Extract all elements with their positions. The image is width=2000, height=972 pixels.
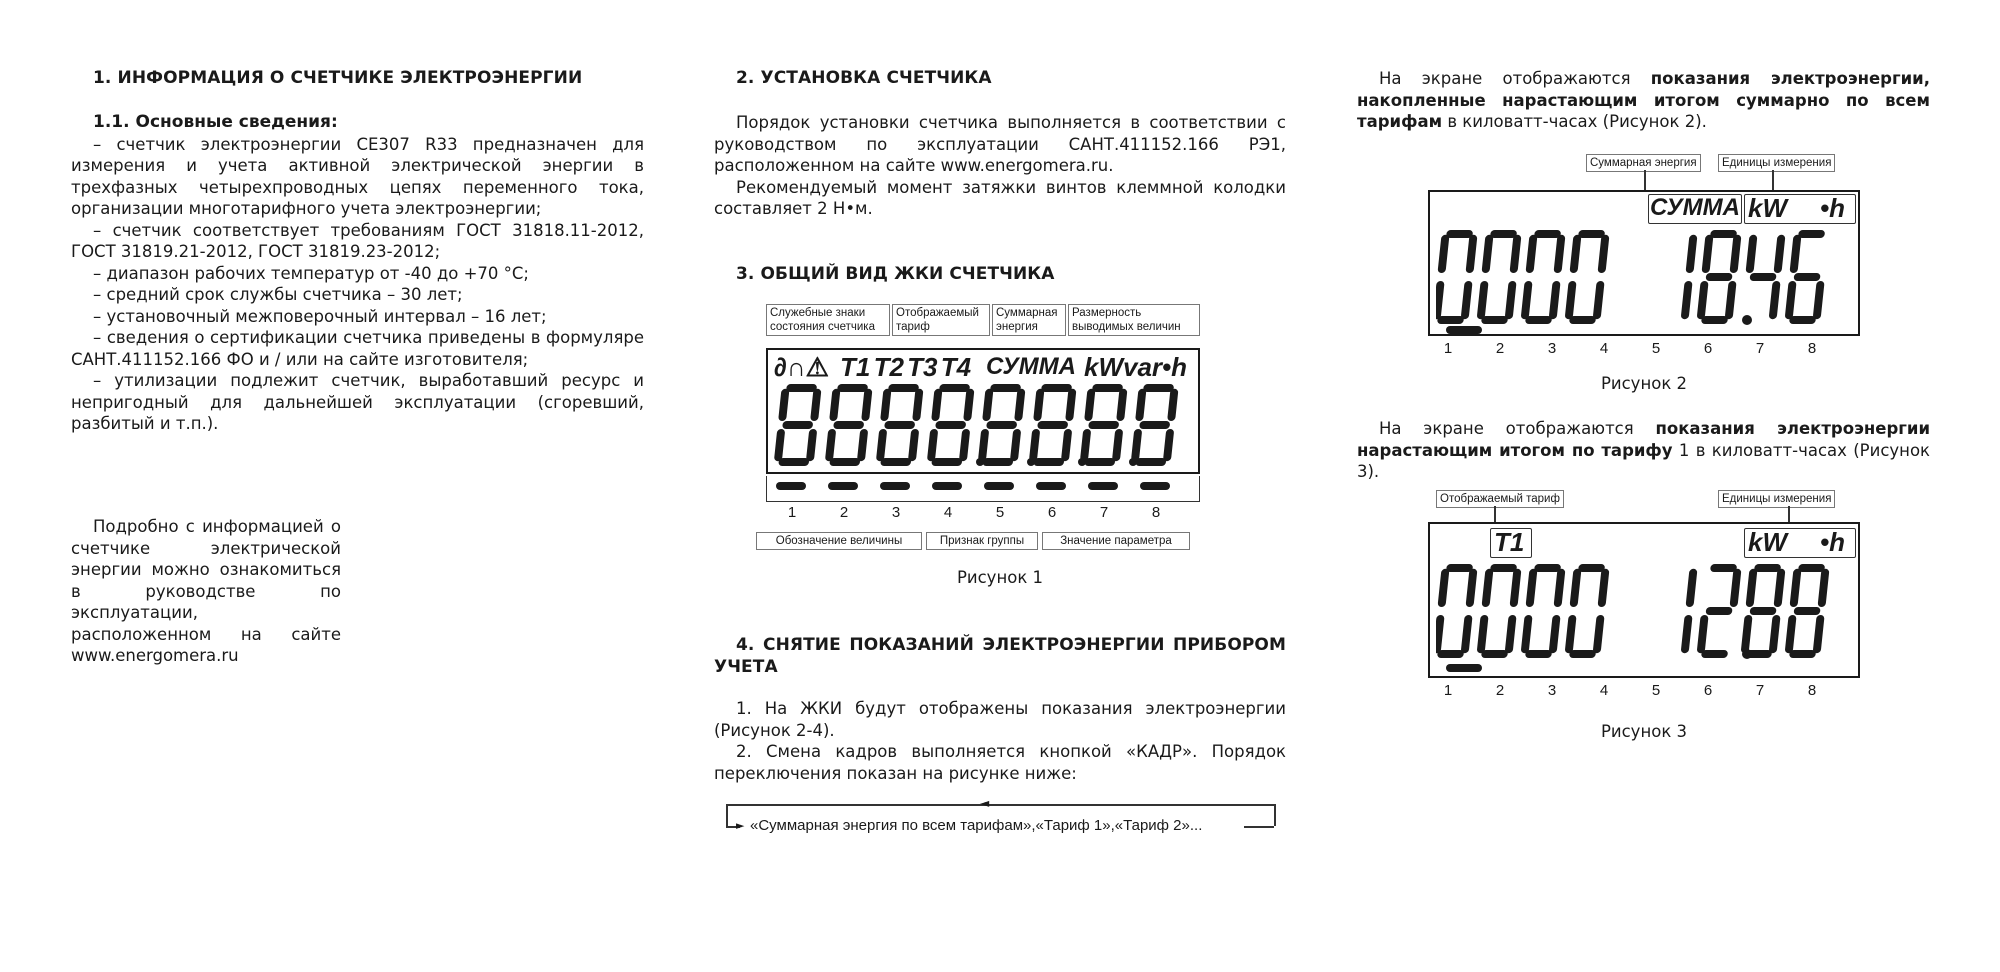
lcd-digit <box>1436 230 1478 324</box>
info-item: – сведения о сертификации счетчика приведены в формуляре САНТ.411152.166 ФО и / или на сайте изготовителя; <box>71 328 644 369</box>
lcd-segment-g <box>1793 273 1820 281</box>
lcd-segment-c <box>1505 615 1517 653</box>
lcd-segment-e <box>876 429 887 461</box>
lcd-segment-f <box>931 389 942 421</box>
figure-1 <box>750 300 1210 560</box>
lcd-segment-c <box>1681 281 1693 319</box>
lcd-segment-e <box>1697 615 1709 653</box>
lcd-digit <box>1079 384 1128 466</box>
label-service-signs: Служебные знаки состояния счетчика <box>766 304 890 336</box>
lcd-digit <box>1740 564 1786 658</box>
lcd-segment-e <box>1697 281 1709 319</box>
lcd-segment-f <box>880 389 891 421</box>
lcd-segment-f <box>982 389 993 421</box>
lcd-segment-e <box>978 429 989 461</box>
lcd-segment-e <box>1436 281 1445 319</box>
lcd-segment-d <box>1437 316 1464 324</box>
label-total-energy-fig2: Суммарная энергия <box>1586 154 1701 172</box>
lcd-segment-a <box>1710 564 1737 572</box>
lcd-segment-e <box>1436 615 1445 653</box>
lcd-segment-a <box>1446 230 1473 238</box>
lcd-digit <box>1130 384 1179 466</box>
lcd-segment-e <box>774 429 785 461</box>
label-units-fig3: Единицы измерения <box>1718 490 1835 508</box>
units-h-fig2: •h <box>1820 193 1845 223</box>
lcd-segment-g <box>1139 421 1170 429</box>
lcd-segment-d <box>1569 650 1596 658</box>
lcd-segment-a <box>1534 230 1561 238</box>
position-number: 4 <box>943 504 953 521</box>
tariff-indicators: T1 T2 T3 T4 <box>840 352 972 382</box>
position-number: 5 <box>1651 340 1661 357</box>
lcd-segment-e <box>1131 429 1142 461</box>
lcd-segment-d <box>1525 650 1552 658</box>
lcd-segment-e <box>1521 615 1533 653</box>
lcd-display-full <box>766 348 1200 474</box>
lcd-segment-e <box>1029 429 1040 461</box>
position-number: 1 <box>787 504 797 521</box>
position-number: 2 <box>1495 682 1505 699</box>
lcd-segment-b <box>1729 235 1741 273</box>
lcd-segment-d <box>880 458 911 466</box>
lcd-segment-b <box>861 389 872 421</box>
group-sign-mark <box>984 482 1014 490</box>
lcd-segment-b <box>1116 389 1127 421</box>
lcd-segment-b <box>1773 569 1785 607</box>
lcd-segment-f <box>778 389 789 421</box>
lcd-segment-f <box>1437 235 1449 273</box>
tariff-indicator-fig3: T1 <box>1494 527 1525 557</box>
group-sign-mark <box>880 482 910 490</box>
lcd-digit <box>1476 564 1522 658</box>
lcd-segment-d <box>1033 458 1064 466</box>
lcd-digit <box>1681 235 1698 319</box>
lcd-segment-b <box>1553 235 1565 273</box>
lcd-segment-d <box>1745 650 1772 658</box>
info-item: – установочный межповерочный интервал – 16 лет; <box>93 306 547 326</box>
section-1-title: 1. ИНФОРМАЦИЯ О СЧЕТЧИКЕ ЭЛЕКТРОЭНЕРГИИ <box>93 68 583 88</box>
lcd-digit <box>1681 569 1698 653</box>
switching-order-text: «Суммарная энергия по всем тарифам»,«Тариф 1»,«Тариф 2»... <box>750 817 1203 834</box>
lcd-segment-f <box>1525 569 1537 607</box>
label-total-energy: Суммарная энергия <box>992 304 1066 336</box>
section-4-body: 1. На ЖКИ будут отображены показания электроэнергии (Рисунок 2-4). 2. Смена кадров выполняется кнопкой «КАДР». Порядок переключения показан на рисунке ниже: <box>714 699 1286 783</box>
lcd-segment-c <box>806 429 817 461</box>
lcd-segment-b <box>1597 569 1609 607</box>
lcd-segment-f <box>1569 569 1581 607</box>
lcd-segment-f <box>1789 569 1801 607</box>
info-item: – диапазон рабочих температур от -40 до +70 °С; <box>93 263 529 283</box>
position-number: 6 <box>1703 340 1713 357</box>
lcd-segment-f <box>1789 235 1801 273</box>
label-displayed-tariff: Отображаемый тариф <box>892 304 990 336</box>
lcd-segment-d <box>931 458 962 466</box>
label-displayed-tariff-fig3: Отображаемый тариф <box>1436 490 1564 508</box>
lcd-segment-c <box>1681 615 1693 653</box>
position-number: 5 <box>995 504 1005 521</box>
lcd-segment-a <box>1143 384 1174 392</box>
position-number: 4 <box>1599 340 1609 357</box>
lcd-segment-f <box>829 389 840 421</box>
lcd-digit <box>824 384 873 466</box>
lcd-digit <box>1520 230 1566 324</box>
info-item: – утилизации подлежит счетчик, выработавший ресурс и непригодный для дальнейшей эксплуатации (сгоревший, разбитый и т.п.). <box>71 371 644 433</box>
active-position-mark <box>1446 664 1482 672</box>
lcd-segment-a <box>1041 384 1072 392</box>
lcd-segment-a <box>888 384 919 392</box>
lcd-segment-e <box>1785 281 1797 319</box>
figure-3-intro: На экране отображаются показания электроэнергии нарастающим итогом по тарифу 1 в киловатт-часах (Рисунок 3). <box>1357 419 1931 481</box>
lcd-segment-a <box>1578 564 1605 572</box>
group-sign-mark <box>828 482 858 490</box>
lcd-segment-f <box>1569 235 1581 273</box>
lcd-segment-e <box>1741 615 1753 653</box>
lcd-segment-b <box>1685 235 1697 273</box>
figure-2 <box>1420 150 1860 360</box>
lcd-segment-c <box>1505 281 1517 319</box>
section-2-title: 2. УСТАНОВКА СЧЕТЧИКА <box>736 68 992 88</box>
figure-3-caption: Рисунок 3 <box>1600 722 1688 741</box>
lcd-segment-d <box>1481 316 1508 324</box>
lcd-segment-e <box>1565 281 1577 319</box>
lcd-segment-a <box>939 384 970 392</box>
lcd-segment-d <box>1135 458 1166 466</box>
flow-arrow-left: ◄ <box>980 796 990 810</box>
lcd-segment-c <box>959 429 970 461</box>
lcd-segment-b <box>1465 235 1477 273</box>
lcd-segment-f <box>1135 389 1146 421</box>
position-number: 6 <box>1047 504 1057 521</box>
lcd-digit <box>1028 384 1077 466</box>
lcd-display-fig2 <box>1428 190 1860 336</box>
position-number: 7 <box>1755 682 1765 699</box>
position-number: 1 <box>1443 682 1453 699</box>
lcd-segment-f <box>1745 235 1757 273</box>
lcd-segment-a <box>1490 230 1517 238</box>
seven-segment-digits <box>1436 228 1856 328</box>
group-sign-mark <box>932 482 962 490</box>
lcd-segment-b <box>810 389 821 421</box>
label-parameter-value: Значение параметра <box>1042 532 1190 550</box>
group-sign-mark <box>776 482 806 490</box>
lcd-segment-e <box>1785 615 1797 653</box>
lcd-segment-c <box>1769 615 1781 653</box>
active-position-mark <box>1446 326 1482 334</box>
lcd-digit <box>1476 230 1522 324</box>
lcd-segment-f <box>1481 569 1493 607</box>
lcd-segment-d <box>829 458 860 466</box>
lcd-digit <box>774 384 822 466</box>
lcd-segment-c <box>1769 281 1781 319</box>
position-number: 7 <box>1099 504 1109 521</box>
lcd-digit <box>1564 564 1610 658</box>
lcd-segment-c <box>1813 615 1825 653</box>
switching-order-diagram <box>724 796 1284 842</box>
position-number: 4 <box>1599 682 1609 699</box>
lcd-segment-c <box>1725 281 1737 319</box>
seven-segment-digits <box>774 382 1194 470</box>
lcd-segment-c <box>1593 281 1605 319</box>
lcd-segment-f <box>1437 569 1449 607</box>
position-number: 5 <box>1651 682 1661 699</box>
lcd-segment-g <box>782 421 813 429</box>
lcd-segment-c <box>1813 281 1825 319</box>
info-item: – счетчик электроэнергии СЕ307 R33 предназначен для измерения и учета активной электрической энергии в трехфазных четырехпроводных цепях переменного тока, организации многотарифного учета электроэнергии; <box>71 134 644 218</box>
figure-3 <box>1420 486 1860 699</box>
lcd-segment-b <box>1065 389 1076 421</box>
lcd-segment-b <box>912 389 923 421</box>
position-number: 8 <box>1151 504 1161 521</box>
lcd-segment-g <box>1088 421 1119 429</box>
units-indicator: kWvar•h <box>1084 352 1188 382</box>
lcd-segment-g <box>1749 607 1776 615</box>
lcd-segment-a <box>1534 564 1561 572</box>
lcd-segment-g <box>1793 607 1820 615</box>
lcd-segment-b <box>1465 569 1477 607</box>
position-number: 7 <box>1755 340 1765 357</box>
lcd-segment-f <box>1033 389 1044 421</box>
group-sign-mark <box>1036 482 1066 490</box>
label-group-sign: Признак группы <box>926 532 1038 550</box>
lcd-segment-a <box>837 384 868 392</box>
position-number: 8 <box>1807 340 1817 357</box>
lcd-segment-b <box>1509 569 1521 607</box>
lcd-segment-c <box>1549 615 1561 653</box>
lcd-segment-e <box>927 429 938 461</box>
lcd-digit <box>1696 564 1742 658</box>
lcd-segment-d <box>1789 650 1816 658</box>
lcd-segment-g <box>1037 421 1068 429</box>
position-number: 2 <box>839 504 849 521</box>
lcd-segment-b <box>1014 389 1025 421</box>
lcd-segment-d <box>778 458 809 466</box>
info-item: – средний срок службы счетчика – 30 лет; <box>93 285 463 304</box>
section-2-body: Порядок установки счетчика выполняется в соответствии с руководством по эксплуатации САНТ.411152.166 РЭ1, расположенном на сайте www.energomera.ru. Рекомендуемый момент затяжки винтов клеммной колодки составляет 2 Н•м. <box>714 113 1286 218</box>
lcd-segment-e <box>1565 615 1577 653</box>
lcd-segment-c <box>1593 615 1605 653</box>
lcd-digit <box>1696 230 1742 324</box>
lcd-segment-b <box>1597 235 1609 273</box>
lcd-segment-a <box>1578 230 1605 238</box>
label-designation: Обозначение величины <box>756 532 922 550</box>
lcd-segment-d <box>1701 650 1728 658</box>
lcd-segment-d <box>982 458 1013 466</box>
lcd-digit <box>1564 230 1610 324</box>
lcd-segment-b <box>1167 389 1178 421</box>
lcd-segment-g <box>884 421 915 429</box>
position-number: 3 <box>1547 340 1557 357</box>
lcd-segment-b <box>1729 569 1741 607</box>
lcd-segment-g <box>986 421 1017 429</box>
lcd-digit <box>926 384 975 466</box>
lcd-segment-g <box>1705 273 1732 281</box>
lcd-segment-g <box>1705 607 1732 615</box>
lcd-segment-c <box>1010 429 1021 461</box>
lcd-segment-d <box>1569 316 1596 324</box>
lcd-digit <box>1741 235 1786 319</box>
lcd-segment-d <box>1525 316 1552 324</box>
lcd-digit <box>875 384 924 466</box>
lcd-segment-b <box>1817 569 1829 607</box>
lcd-digit <box>1436 564 1478 658</box>
position-number: 8 <box>1807 682 1817 699</box>
lcd-segment-a <box>786 384 817 392</box>
label-units: Размерность выводимых величин <box>1068 304 1200 336</box>
lcd-segment-g <box>1749 273 1776 281</box>
lcd-segment-f <box>1745 569 1757 607</box>
lcd-digit <box>977 384 1026 466</box>
lcd-segment-b <box>1553 569 1565 607</box>
lcd-segment-f <box>1084 389 1095 421</box>
figure-1-caption: Рисунок 1 <box>956 568 1044 587</box>
lcd-segment-b <box>1685 569 1697 607</box>
lcd-segment-b <box>963 389 974 421</box>
lcd-digit <box>1784 564 1830 658</box>
lcd-segment-c <box>1061 429 1072 461</box>
section-4-title: 4. СНЯТИЕ ПОКАЗАНИЙ ЭЛЕКТРОЭНЕРГИИ ПРИБОРОМ УЧЕТА <box>714 635 1286 677</box>
lcd-decimal-point <box>1742 315 1752 325</box>
lcd-segment-d <box>1084 458 1115 466</box>
lcd-segment-c <box>1461 615 1473 653</box>
lcd-segment-b <box>1509 235 1521 273</box>
seven-segment-digits <box>1436 562 1856 662</box>
lcd-segment-c <box>857 429 868 461</box>
lcd-segment-d <box>1481 650 1508 658</box>
label-units-fig2: Единицы измерения <box>1718 154 1835 172</box>
lcd-segment-a <box>1490 564 1517 572</box>
lcd-segment-c <box>1112 429 1123 461</box>
lcd-segment-e <box>1477 615 1489 653</box>
lcd-digit <box>1784 230 1830 324</box>
lcd-segment-b <box>1773 235 1785 273</box>
flow-arrow-right: ► <box>736 819 745 832</box>
subsection-1-1-title: 1.1. Основные сведения: <box>93 112 338 132</box>
lcd-digit <box>1520 564 1566 658</box>
units-kw-fig3: kW <box>1748 527 1787 557</box>
section-3-title: 3. ОБЩИЙ ВИД ЖКИ СЧЕТЧИКА <box>736 264 1055 284</box>
lcd-segment-a <box>1446 564 1473 572</box>
lcd-segment-d <box>1789 316 1816 324</box>
lcd-segment-f <box>1701 235 1713 273</box>
lcd-segment-e <box>1477 281 1489 319</box>
lcd-segment-e <box>825 429 836 461</box>
position-number: 2 <box>1495 340 1505 357</box>
lcd-segment-g <box>935 421 966 429</box>
lcd-segment-c <box>908 429 919 461</box>
lcd-segment-f <box>1481 235 1493 273</box>
lcd-segment-a <box>1092 384 1123 392</box>
units-h-fig3: •h <box>1820 527 1845 557</box>
lcd-segment-c <box>1549 281 1561 319</box>
position-number: 3 <box>1547 682 1557 699</box>
service-icons: ∂∩⚠ <box>774 352 829 382</box>
lcd-segment-d <box>1437 650 1464 658</box>
position-number: 6 <box>1703 682 1713 699</box>
lcd-segment-c <box>1461 281 1473 319</box>
lcd-segment-a <box>1754 564 1781 572</box>
units-kw-fig2: kW <box>1748 193 1787 223</box>
lcd-segment-a <box>1798 230 1825 238</box>
group-sign-mark <box>1140 482 1170 490</box>
lcd-segment-e <box>1080 429 1091 461</box>
manual-note: Подробно с информацией о счетчике электрической энергии можно ознакомиться в руководстве по эксплуатации, расположенном на сайте www.energomera.ru <box>71 517 341 665</box>
lcd-segment-g <box>833 421 864 429</box>
lcd-segment-e <box>1521 281 1533 319</box>
lcd-segment-a <box>990 384 1021 392</box>
lcd-segment-a <box>1798 564 1825 572</box>
figure-2-caption: Рисунок 2 <box>1600 374 1688 393</box>
section-1-body <box>71 112 644 435</box>
lcd-segment-c <box>1163 429 1174 461</box>
lcd-display-fig3 <box>1428 522 1860 678</box>
lcd-segment-a <box>1710 230 1737 238</box>
sum-indicator: СУММА <box>986 353 1076 380</box>
lcd-segment-d <box>1701 316 1728 324</box>
figure-2-intro: На экране отображаются показания электроэнергии, накопленные нарастающим итогом суммарно по всем тарифам в киловатт-часах (Рисунок 2). <box>1357 69 1931 131</box>
lcd-segment-f <box>1525 235 1537 273</box>
position-number: 3 <box>891 504 901 521</box>
group-sign-mark <box>1088 482 1118 490</box>
position-number: 1 <box>1443 340 1453 357</box>
info-item: – счетчик соответствует требованиям ГОСТ 31818.11-2012, ГОСТ 31819.21-2012, ГОСТ 31819.23-2012; <box>71 220 644 261</box>
sum-indicator-fig2: СУММА <box>1650 194 1740 221</box>
